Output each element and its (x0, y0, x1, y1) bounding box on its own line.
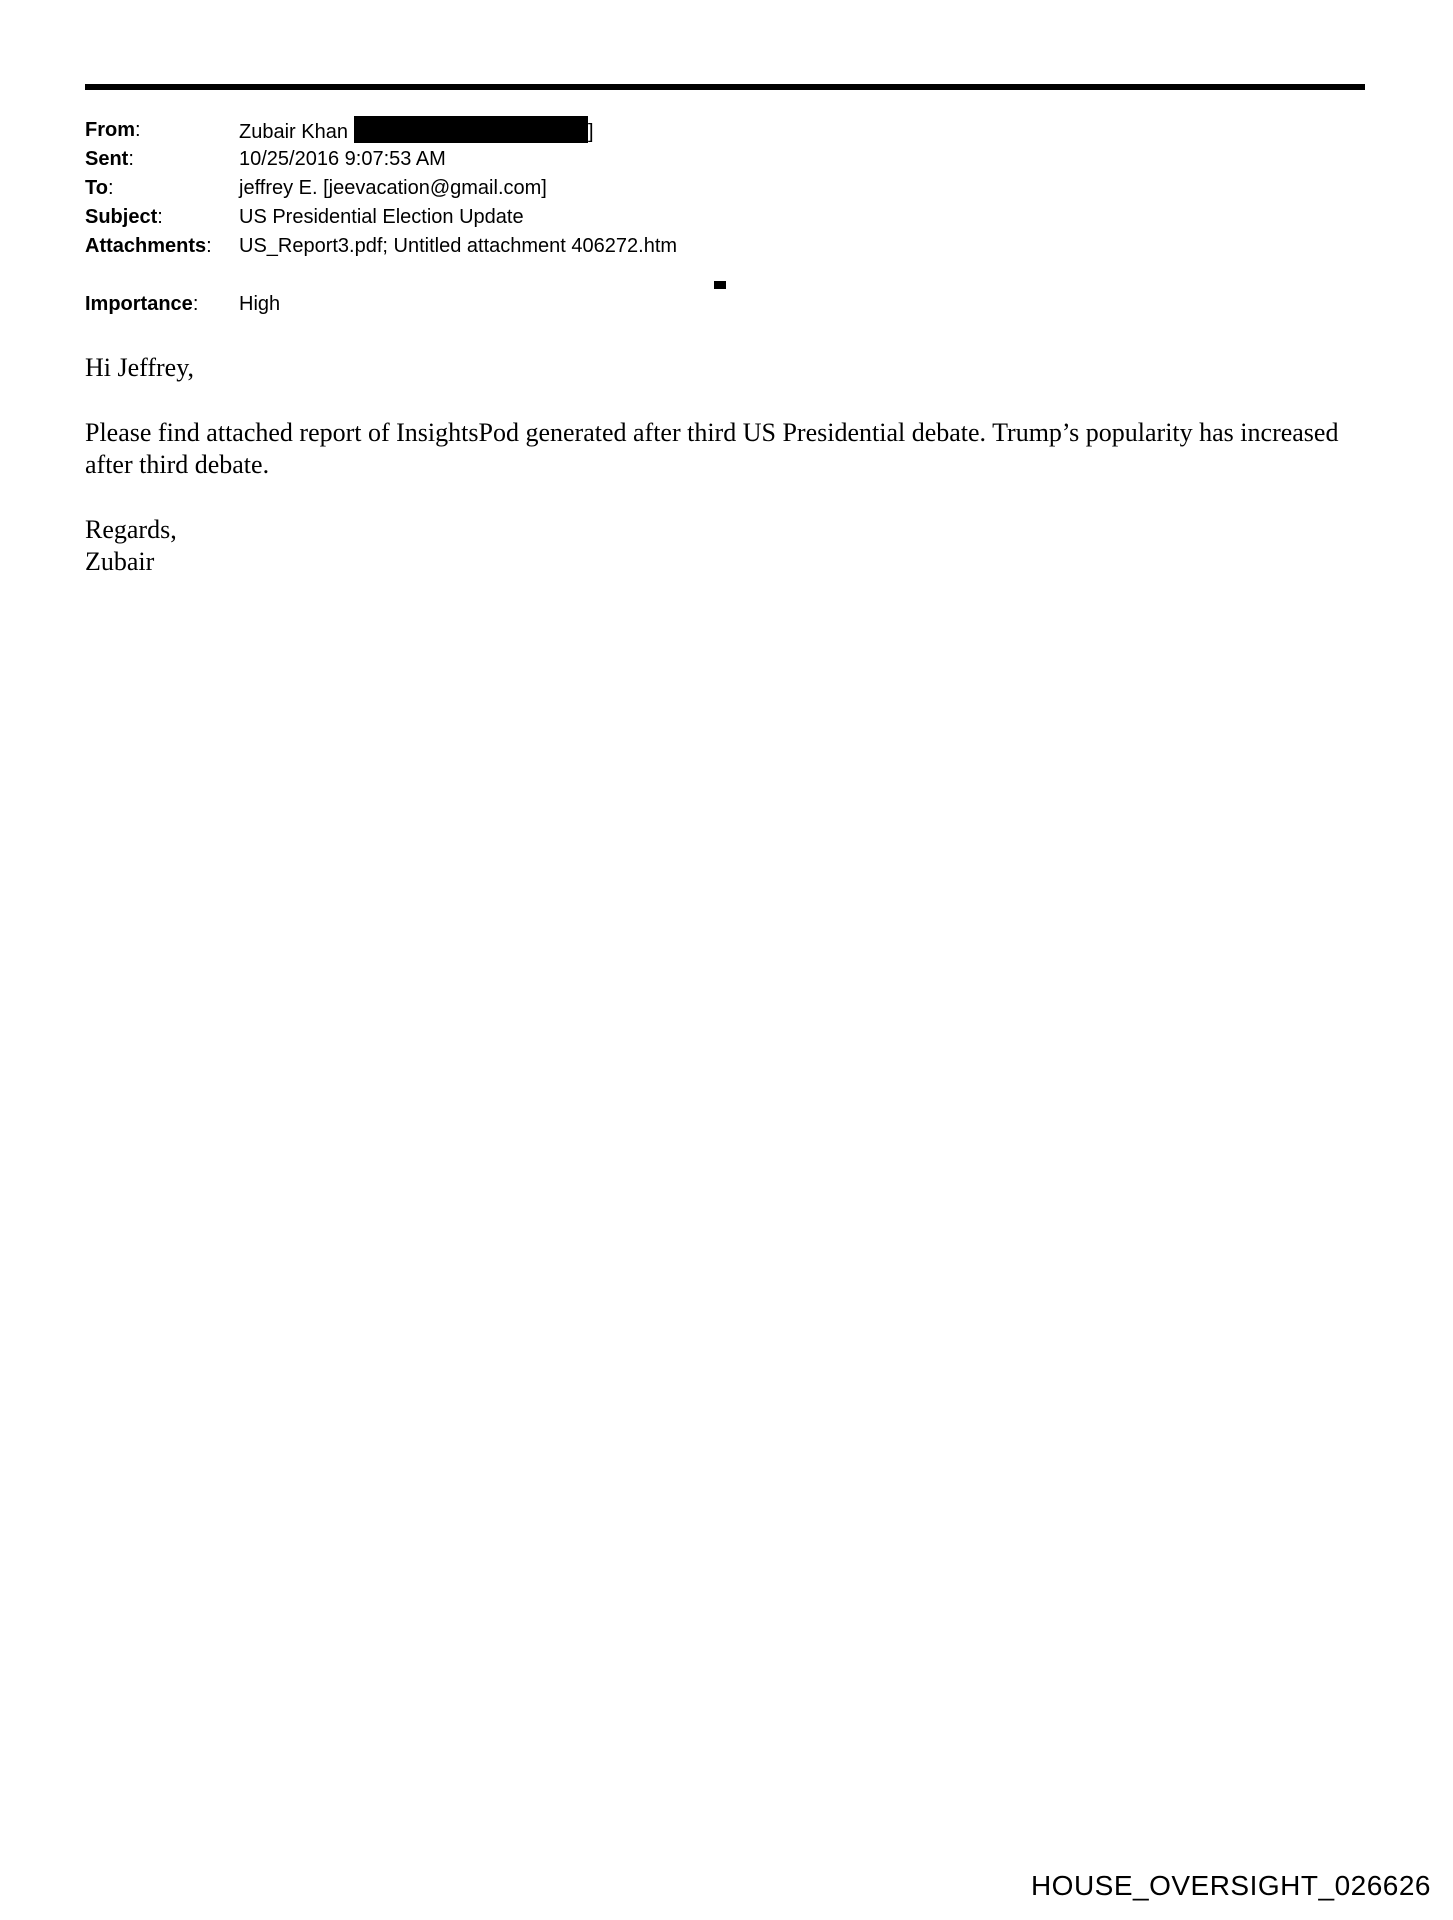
sender-name: Zubair Khan (239, 121, 348, 143)
to-value: jeffrey E. [jeevacation@gmail.com] (239, 177, 547, 199)
from-bracket-close: ] (587, 121, 594, 143)
email-signature: Zubair (85, 547, 155, 576)
from-value (239, 116, 594, 147)
email-greeting: Hi Jeffrey, (85, 353, 195, 382)
sent-label: Sent: (85, 148, 134, 170)
importance-value: High (239, 293, 281, 315)
subject-value: US Presidential Election Update (239, 206, 524, 228)
scan-artifact-mark (714, 281, 726, 289)
sent-value: 10/25/2016 9:07:53 AM (239, 148, 446, 170)
redaction-box (354, 116, 588, 143)
to-label: To: (85, 177, 114, 199)
top-divider-rule (85, 84, 1365, 90)
email-closing: Regards, (85, 515, 177, 544)
email-paragraph: Please find attached report of InsightsPod generated after third US Presidential debate. Trump’s popularity has increased after third debate. (85, 418, 1339, 479)
subject-label: Subject: (85, 206, 163, 228)
from-label: From: (85, 119, 141, 141)
importance-label: Importance: (85, 293, 199, 315)
bates-number: HOUSE_OVERSIGHT_026626 (1030, 1870, 1431, 1901)
email-body (85, 352, 1370, 578)
attachments-value: US_Report3.pdf; Untitled attachment 406272.htm (239, 235, 678, 257)
attachments-label: Attachments: (85, 235, 212, 257)
